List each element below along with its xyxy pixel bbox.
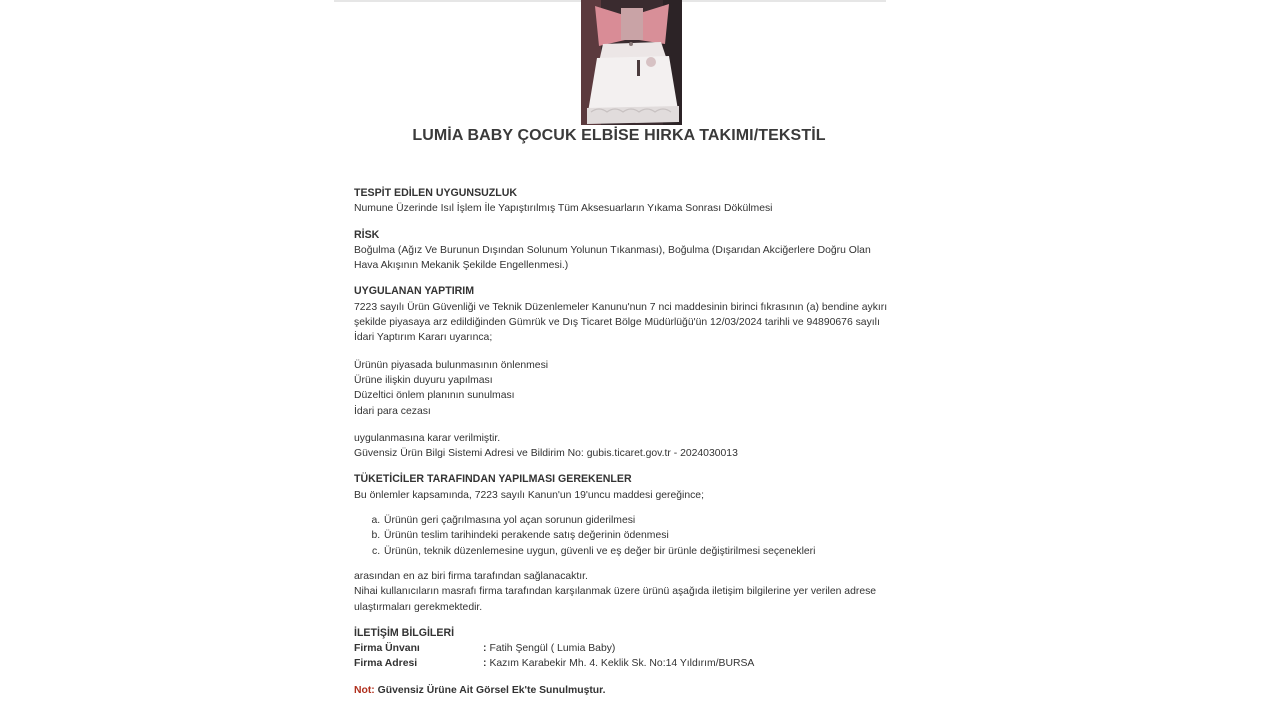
sanction-line: 7223 sayılı Ürün Güvenliği ve Teknik Düzenlemeler Kanunu'nun 7 nci maddesinin birinci fıkrasının (a) bendine aykırı [354,301,888,313]
consumer-option: b. Ürünün teslim tarihindeki perakende satış değerinin ödenmesi [383,528,894,543]
risk-line: Boğulma (Ağız Ve Burunun Dışından Solunum Yolunun Tıkanması), Boğulma (Dışarıdan Akciğerlere Doğru Olan [354,244,871,256]
note [354,683,894,698]
note-text: Güvensiz Ürüne Ait Görsel Ek'te Sunulmuştur. [374,684,606,696]
measure-item: Ürünün piyasada bulunmasının önlenmesi [354,359,549,371]
company-name-value: Fatih Şengül ( Lumia Baby) [489,643,616,655]
measure-item: Düzeltici önlem planının sunulması [354,390,515,402]
consumer-option: c. Ürünün, teknik düzenlemesine uygun, güvenli ve eş değer bir ürünle değiştirilmesi seçenekleri [383,544,894,559]
notice-content [354,186,894,698]
consumers-intro: Bu önlemler kapsamında, 7223 sayılı Kanun'un 19'uncu maddesi gereğince; [354,489,704,501]
consumer-options-list [354,513,894,559]
company-name-row [354,641,894,656]
company-address-value: Kazım Karabekir Mh. 4. Keklik Sk. No:14 Yıldırım/BURSA [489,658,755,670]
system-reference: Güvensiz Ürün Bilgi Sistemi Adresi ve Bildirim No: gubis.ticaret.gov.tr - 2024030013 [354,448,738,460]
sanction-line: şekilde piyasaya arz edildiğinden Gümrük ve Dış Ticaret Bölge Müdürlüğü'ün 12/03/2024 tarihli ve 94890676 sayılı [354,317,880,329]
risk-line: Hava Akışının Mekanik Şekilde Engellenmesi.) [354,260,569,272]
measure-item: Ürüne ilişkin duyuru yapılması [354,374,493,386]
consumers-after: ulaştırmaları gerekmektedir. [354,601,483,613]
note-label: Not: [354,684,375,696]
measure-item: İdari para cezası [354,405,431,417]
consumer-option: a. Ürünün geri çağrılmasına yol açan sorunun giderilmesi [383,513,894,528]
product-photo-icon [581,0,682,125]
consumers-after: arasından en az biri firma tarafından sağlanacaktır. [354,570,588,582]
company-name-separator: : [483,643,487,655]
company-name-label: Firma Ünvanı [354,643,420,655]
sanction-heading: UYGULANAN YAPTIRIM [354,285,475,298]
nonconformity-text: Numune Üzerinde Isıl İşlem İle Yapıştırılmış Tüm Aksesuarların Yıkama Sonrası Dökülmesi [354,203,773,215]
product-title: LUMİA BABY ÇOCUK ELBİSE HIRKA TAKIMI/TEKSTİL [412,127,826,144]
consumers-heading: TÜKETİCİLER TARAFINDAN YAPILMASI GEREKENLER [354,473,632,486]
risk-heading: RİSK [354,228,380,241]
company-address-row [354,656,894,671]
company-address-label: Firma Adresi [354,658,418,670]
consumers-after: Nihai kullanıcıların masrafı firma tarafından karşılanmak üzere ürünü aşağıda iletişim bilgilerine yer verilen adrese [354,586,877,598]
company-address-separator: : [483,658,487,670]
decision-text: uygulanmasına karar verilmiştir. [354,432,501,444]
nonconformity-heading: TESPİT EDİLEN UYGUNSUZLUK [354,187,518,199]
sanction-line: İdari Yaptırım Kararı uyarınca; [354,332,493,344]
contact-heading: İLETİŞİM BİLGİLERİ [354,626,455,639]
